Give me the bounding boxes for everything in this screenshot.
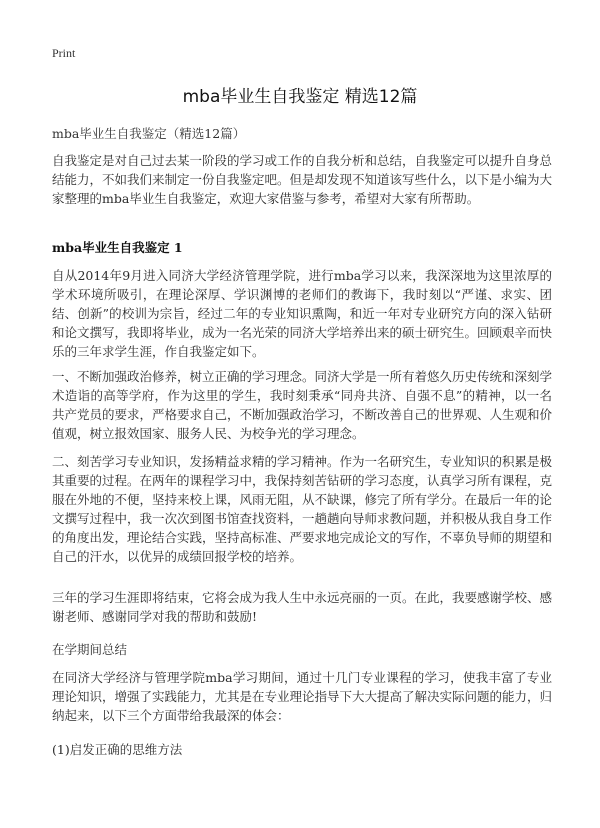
body-paragraph-1: 自从2014年9月进入同济大学经济管理学院，进行mba学习以来，我深深地为这里浓厚的学术环境所吸引，在理论深厚、学识渊博的老师们的教诲下，我时刻以“严谨、求实、团结、创新”的校训为宗旨，经过二年的专业知识熏陶，和近一年对专业研究方向的深入钻研和论文撰写，我即将毕业，成为一名光荣的同济大学培养出来的硕士研究生。回顾艰辛而快乐的三年求学生涯，作自我鉴定如下。: [52, 268, 553, 359]
body-paragraph-5: 在同济大学经济与管理学院mba学习期间，通过十几门专业课程的学习，使我丰富了专业理论知识，增强了实践能力，尤其是在专业理论指导下大大提高了解决实际问题的能力，归纳起来，以下三个方面带给我最深的体会：: [52, 670, 553, 723]
document-subtitle: mba毕业生自我鉴定（精选12篇）: [52, 126, 246, 141]
page-title: mba毕业生自我鉴定 精选12篇: [182, 87, 418, 107]
body-paragraph-4: 三年的学习生涯即将结束，它将会成为我人生中永远亮丽的一页。在此，我要感谢学校、感谢老师、感谢同学对我的帮助和鼓励!: [52, 590, 553, 624]
body-paragraph-2: 一、不断加强政治修养，树立正确的学习理念。同济大学是一所有着悠久历史传统和深刻学术造诣的高等学府，作为这里的学生，我时刻秉承“同舟共济、自强不息”的精神，以一名共产党员的要求，严格要求自己，不断加强政治学习，不断改善自己的世界观、人生观和价值观，树立报效国家、服务人民、为校争光的学习理念。: [52, 369, 553, 441]
print-link[interactable]: Print: [52, 46, 76, 60]
section-heading-1: mba毕业生自我鉴定 1: [52, 240, 183, 255]
list-item-1: (1)启发正确的思维方法: [52, 742, 183, 757]
body-paragraph-3: 二、刻苦学习专业知识，发扬精益求精的学习精神。作为一名研究生，专业知识的积累是极其重要的过程。在两年的课程学习中，我保持刻苦钻研的学习态度，认真学习所有课程，克服在外地的不便，坚持来校上课，风雨无阻，从不缺课，修完了所有学分。在最后一年的论文撰写过程中，我一次次到图书馆查找资料，一趟趟向导师求教问题，并积极从我自身工作的角度出发，理论结合实践，坚持高标准、严要求地完成论文的写作，不辜负导师的期望和自己的汗水，以优异的成绩回报学校的培养。: [52, 454, 553, 564]
intro-paragraph: 自我鉴定是对自己过去某一阶段的学习或工作的自我分析和总结，自我鉴定可以提升自身总结能力，不如我们来制定一份自我鉴定吧。但是却发现不知道该写些什么，以下是小编为大家整理的mba毕业生自我鉴定，欢迎大家借鉴与参考，希望对大家有所帮助。: [52, 153, 553, 206]
study-summary-heading: 在学期间总结: [52, 642, 128, 657]
